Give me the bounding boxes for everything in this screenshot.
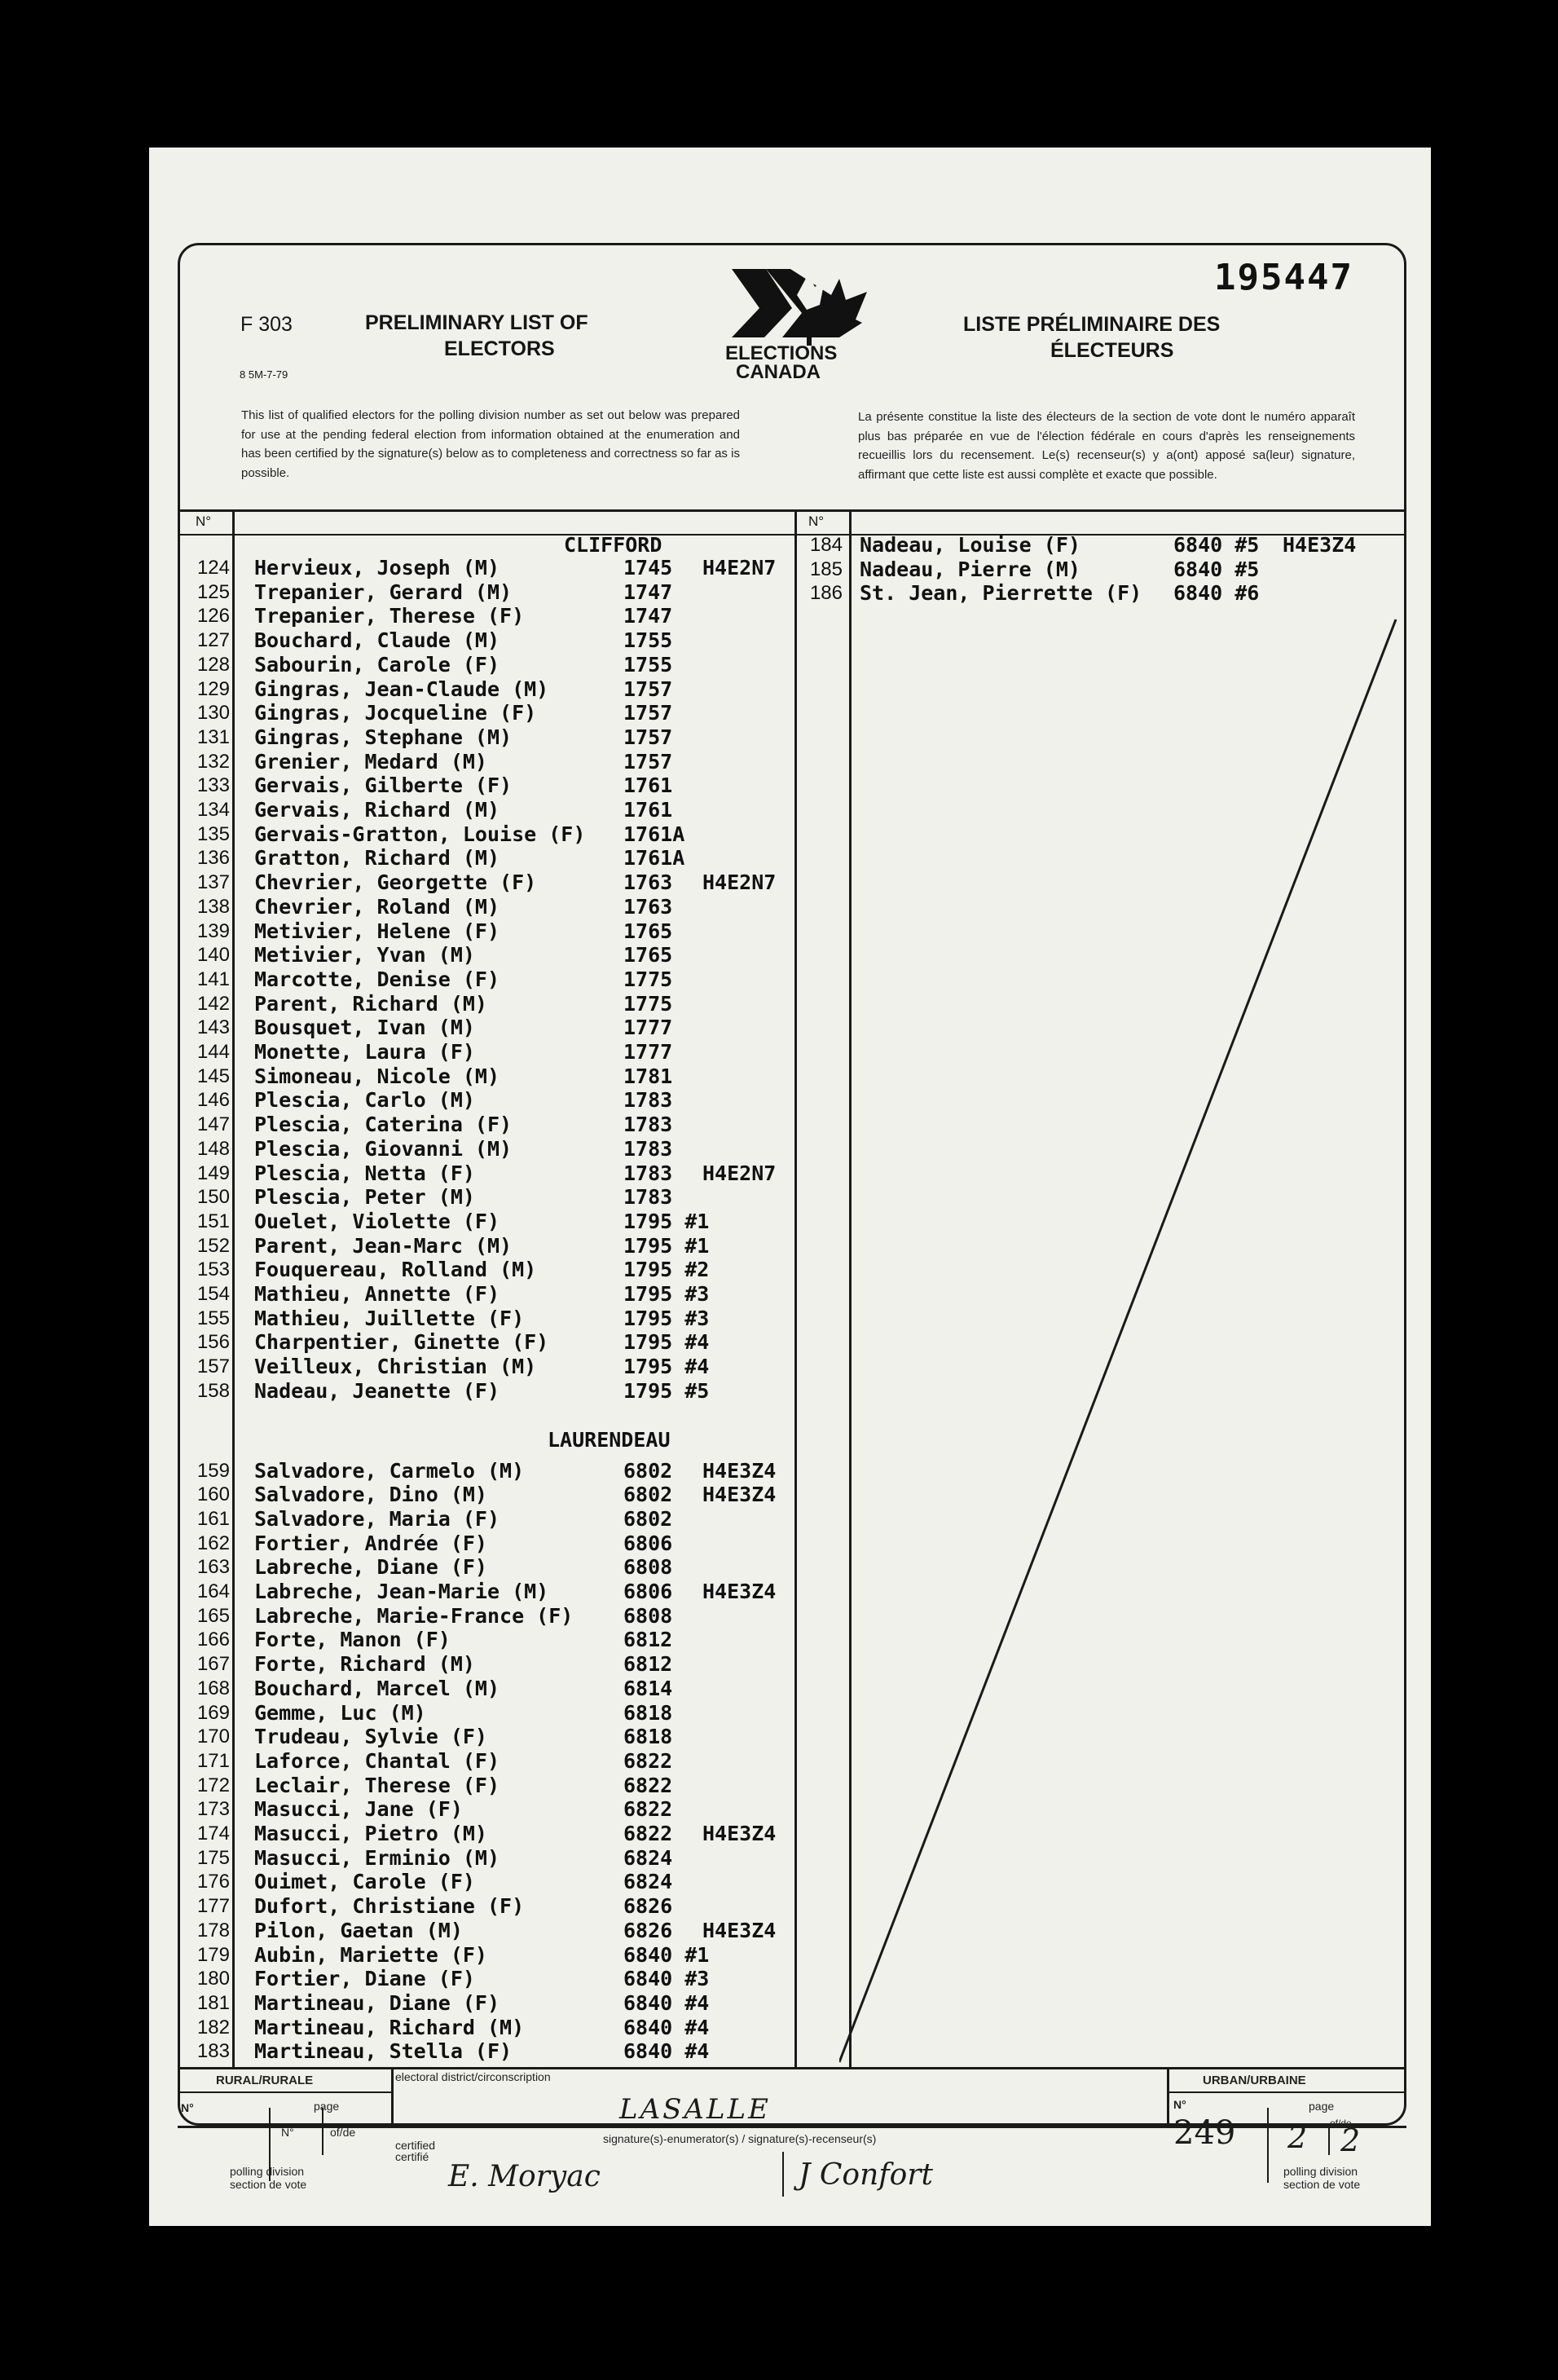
elector-name: Ouelet, Violette (F) bbox=[254, 1209, 500, 1233]
elector-number: 142 bbox=[196, 992, 230, 1015]
elector-name: Chevrier, Georgette (F) bbox=[254, 870, 537, 895]
elector-name: Parent, Jean-Marc (M) bbox=[254, 1233, 513, 1258]
elector-number: 184 bbox=[809, 534, 843, 556]
col-no-label-left: N° bbox=[196, 513, 212, 529]
elector-name: Trudeau, Sylvie (F) bbox=[254, 1725, 487, 1749]
elector-address: 1795 #1 bbox=[623, 1209, 710, 1233]
elector-address: 1777 bbox=[623, 1016, 673, 1040]
elector-number: 166 bbox=[196, 1629, 230, 1651]
elector-address: 1795 #2 bbox=[623, 1258, 710, 1282]
elector-name: Charpentier, Ginette (F) bbox=[254, 1330, 549, 1355]
elector-address: 1795 #3 bbox=[623, 1306, 710, 1330]
elector-name: Plescia, Carlo (M) bbox=[254, 1088, 475, 1113]
table-top-rule bbox=[178, 509, 1406, 512]
elector-address: 6840 #4 bbox=[623, 2039, 710, 2064]
elector-address: 6822 bbox=[623, 1773, 673, 1797]
elector-name: Fortier, Andrée (F) bbox=[254, 1531, 487, 1555]
elector-name: Martineau, Richard (M) bbox=[254, 2015, 525, 2039]
elector-name: Mathieu, Juillette (F) bbox=[254, 1306, 525, 1330]
elector-address: 6814 bbox=[623, 1676, 673, 1700]
elector-name: Salvadore, Maria (F) bbox=[254, 1506, 500, 1531]
elector-address: 1777 bbox=[623, 1040, 673, 1064]
elector-name: Chevrier, Roland (M) bbox=[254, 894, 500, 919]
elector-name: Gemme, Luc (M) bbox=[254, 1700, 426, 1725]
elector-address: 1775 bbox=[623, 967, 673, 991]
elector-postal-code: H4E3Z4 bbox=[702, 1458, 777, 1483]
elector-postal-code: H4E3Z4 bbox=[702, 1822, 777, 1845]
left-number-column-divider bbox=[232, 510, 235, 2067]
elector-name: Simoneau, Nicole (M) bbox=[254, 1064, 500, 1088]
elector-name: Masucci, Pietro (M) bbox=[254, 1822, 487, 1845]
elector-name: Hervieux, Joseph (M) bbox=[254, 556, 500, 580]
elector-number: 157 bbox=[196, 1355, 230, 1378]
elector-name: Gervais, Richard (M) bbox=[254, 798, 500, 822]
page-number: 2 bbox=[1287, 2119, 1308, 2155]
electoral-district-label: electoral district/circonscription bbox=[395, 2070, 551, 2083]
elector-number: 149 bbox=[196, 1161, 230, 1184]
elector-number: 155 bbox=[196, 1307, 230, 1329]
title-fr-2: ÉLECTEURS bbox=[1050, 339, 1174, 362]
elector-number: 186 bbox=[809, 582, 843, 605]
elector-name: Veilleux, Christian (M) bbox=[254, 1355, 537, 1379]
title-en-1: PRELIMINARY LIST OF bbox=[365, 311, 588, 334]
elector-name: Fortier, Diane (F) bbox=[254, 1967, 475, 1991]
signature-enumerator-2: J Confort bbox=[799, 2158, 933, 2192]
urban-no-label: N° bbox=[1173, 2098, 1186, 2111]
elector-number: 140 bbox=[196, 944, 230, 967]
elector-address: 6840 #1 bbox=[623, 1942, 710, 1967]
polling-division-number: 249 bbox=[1173, 2114, 1236, 2152]
elector-address: 6826 bbox=[623, 1918, 673, 1942]
elector-name: Martineau, Stella (F) bbox=[254, 2039, 513, 2064]
elector-number: 183 bbox=[196, 2040, 230, 2063]
elector-number: 134 bbox=[196, 799, 230, 821]
elector-name: Plescia, Netta (F) bbox=[254, 1161, 475, 1185]
elector-number: 129 bbox=[196, 677, 230, 700]
elector-number: 160 bbox=[196, 1483, 230, 1506]
elector-address: 1757 bbox=[623, 677, 673, 701]
rural-page-no-label: N° bbox=[281, 2126, 294, 2139]
elector-address: 1761 bbox=[623, 798, 673, 822]
footer-signature-divider bbox=[782, 2152, 784, 2197]
elector-address: 6840 #6 bbox=[1173, 581, 1260, 606]
title-fr-1: LISTE PRÉLIMINAIRE DES bbox=[963, 313, 1221, 336]
intro-text-en: This list of qualified electors for the polling division number as set out below was prepared for use at the pending federal election from information obtained at the enumeration and has been certified by the signature(s) below as to completeness and correctness so far as is possible. bbox=[241, 408, 740, 480]
elector-postal-code: H4E3Z4 bbox=[1283, 533, 1357, 557]
polling-division-right-fr: section de vote bbox=[1283, 2178, 1361, 2191]
elector-number: 177 bbox=[196, 1895, 230, 1918]
elector-number: 135 bbox=[196, 822, 230, 845]
elector-number: 143 bbox=[196, 1016, 230, 1039]
elector-address: 1783 bbox=[623, 1136, 673, 1161]
elector-number: 145 bbox=[196, 1064, 230, 1087]
footer-page-col-rule-2 bbox=[322, 2108, 323, 2155]
elector-name: Labreche, Jean-Marie (M) bbox=[254, 1580, 549, 1603]
elector-name: Bouchard, Claude (M) bbox=[254, 628, 500, 653]
signature-label: signature(s)-enumerator(s) / signature(s)-recenseur(s) bbox=[603, 2132, 877, 2145]
elector-postal-code: H4E2N7 bbox=[702, 1161, 777, 1185]
elector-name: Gratton, Richard (M) bbox=[254, 846, 500, 870]
elector-name: Salvadore, Dino (M) bbox=[254, 1483, 487, 1507]
elector-number: 164 bbox=[196, 1580, 230, 1602]
rural-label: RURAL/RURALE bbox=[216, 2074, 314, 2087]
elector-name: Plescia, Caterina (F) bbox=[254, 1113, 513, 1137]
elector-number: 180 bbox=[196, 1968, 230, 1990]
elector-number: 124 bbox=[196, 557, 230, 579]
urban-page-label: page bbox=[1309, 2100, 1335, 2113]
elector-number: 167 bbox=[196, 1653, 230, 1676]
elector-address: 6812 bbox=[623, 1628, 673, 1652]
elector-name: Plescia, Peter (M) bbox=[254, 1185, 475, 1210]
elector-address: 6822 bbox=[623, 1822, 673, 1845]
elector-number: 154 bbox=[196, 1283, 230, 1305]
elector-address: 1761A bbox=[623, 846, 685, 870]
elector-name: Bousquet, Ivan (M) bbox=[254, 1016, 475, 1040]
elector-number: 181 bbox=[196, 1991, 230, 2014]
elector-number: 128 bbox=[196, 653, 230, 676]
elector-name: Salvadore, Carmelo (M) bbox=[254, 1458, 525, 1483]
elector-address: 6840 #3 bbox=[623, 1967, 710, 1991]
elector-address: 1763 bbox=[623, 870, 673, 895]
footer-urban-page-col-rule bbox=[1267, 2108, 1269, 2183]
elector-name: Gingras, Jean-Claude (M) bbox=[254, 677, 549, 701]
elector-postal-code: H4E2N7 bbox=[702, 556, 777, 580]
elector-number: 178 bbox=[196, 1919, 230, 1941]
elector-name: Gervais-Gratton, Louise (F) bbox=[254, 822, 586, 846]
elector-name: Gingras, Jocqueline (F) bbox=[254, 701, 537, 725]
elector-address: 1745 bbox=[623, 556, 673, 580]
elector-number: 137 bbox=[196, 871, 230, 894]
elector-number: 133 bbox=[196, 774, 230, 797]
elector-name: Trepanier, Therese (F) bbox=[254, 604, 525, 628]
elector-name: Aubin, Mariette (F) bbox=[254, 1942, 487, 1967]
col-no-label-right: N° bbox=[808, 513, 825, 529]
elector-address: 6812 bbox=[623, 1652, 673, 1677]
elector-address: 6822 bbox=[623, 1797, 673, 1822]
elector-number: 182 bbox=[196, 2016, 230, 2038]
elector-number: 150 bbox=[196, 1186, 230, 1209]
elector-name: Labreche, Diane (F) bbox=[254, 1555, 487, 1580]
elector-number: 132 bbox=[196, 750, 230, 773]
elector-number: 131 bbox=[196, 725, 230, 748]
elector-address: 1763 bbox=[623, 894, 673, 919]
elector-number: 148 bbox=[196, 1137, 230, 1160]
elector-address: 6840 #4 bbox=[623, 1990, 710, 2015]
elector-number: 168 bbox=[196, 1677, 230, 1699]
elector-name: Plescia, Giovanni (M) bbox=[254, 1136, 513, 1161]
elector-address: 1755 bbox=[623, 628, 673, 653]
elector-address: 1795 #4 bbox=[623, 1330, 710, 1355]
elector-name: Grenier, Medard (M) bbox=[254, 749, 487, 774]
elector-address: 6802 bbox=[623, 1458, 673, 1483]
elector-address: 6826 bbox=[623, 1894, 673, 1919]
elector-address: 6818 bbox=[623, 1700, 673, 1725]
elector-address: 1781 bbox=[623, 1064, 673, 1088]
elector-number: 136 bbox=[196, 847, 230, 870]
elector-address: 1783 bbox=[623, 1185, 673, 1210]
elector-address: 1757 bbox=[623, 749, 673, 774]
elector-address: 1795 #1 bbox=[623, 1233, 710, 1258]
elector-address: 6802 bbox=[623, 1483, 673, 1507]
elector-address: 6818 bbox=[623, 1725, 673, 1749]
elector-postal-code: H4E3Z4 bbox=[702, 1918, 777, 1942]
rural-page-label: page bbox=[314, 2100, 340, 2113]
elector-number: 141 bbox=[196, 967, 230, 990]
elector-number: 172 bbox=[196, 1774, 230, 1796]
elector-address: 6840 #5 bbox=[1173, 533, 1260, 557]
title-en-2: ELECTORS bbox=[444, 337, 555, 360]
elector-number: 173 bbox=[196, 1798, 230, 1821]
serial-number: 195447 bbox=[1214, 257, 1353, 298]
elector-number: 176 bbox=[196, 1871, 230, 1893]
elector-address: 1747 bbox=[623, 580, 673, 604]
elector-address: 1765 bbox=[623, 943, 673, 967]
elector-number: 165 bbox=[196, 1604, 230, 1627]
footer-urban-header-rule bbox=[1167, 2091, 1406, 2093]
elector-number: 159 bbox=[196, 1459, 230, 1482]
elector-number: 151 bbox=[196, 1210, 230, 1232]
elector-number: 130 bbox=[196, 702, 230, 725]
elector-number: 125 bbox=[196, 580, 230, 603]
elector-number: 162 bbox=[196, 1532, 230, 1554]
polling-division-left-en: polling division bbox=[230, 2165, 305, 2178]
blank-space-cancel-line bbox=[839, 603, 1410, 2070]
elector-address: 1755 bbox=[623, 652, 673, 677]
elector-address: 6840 #4 bbox=[623, 2015, 710, 2039]
elector-name: Gervais, Gilberte (F) bbox=[254, 774, 513, 798]
elector-number: 126 bbox=[196, 605, 230, 628]
elector-address: 1795 #5 bbox=[623, 1378, 710, 1403]
footer-rural-divider bbox=[391, 2067, 394, 2127]
elector-name: Pilon, Gaetan (M) bbox=[254, 1918, 463, 1942]
electoral-district-value: LASALLE bbox=[619, 2093, 771, 2126]
elector-number: 171 bbox=[196, 1749, 230, 1772]
logo-text-1: ELECTIONS bbox=[725, 342, 838, 364]
elector-name: Leclair, Therese (F) bbox=[254, 1773, 500, 1797]
elector-number: 174 bbox=[196, 1822, 230, 1844]
elector-name: Trepanier, Gerard (M) bbox=[254, 580, 513, 604]
urban-label: URBAN/URBAINE bbox=[1203, 2074, 1306, 2087]
elector-name: Bouchard, Marcel (M) bbox=[254, 1676, 500, 1700]
elector-name: Labreche, Marie-France (F) bbox=[254, 1603, 574, 1628]
polling-division-right-en: polling division bbox=[1283, 2165, 1358, 2178]
elector-name: Laforce, Chantal (F) bbox=[254, 1748, 500, 1773]
elector-name: Mathieu, Annette (F) bbox=[254, 1282, 500, 1306]
elector-number: 138 bbox=[196, 895, 230, 918]
urban-of-de-label: of/de bbox=[1330, 2118, 1352, 2129]
intro-text-fr: La présente constitue la liste des électeurs de la section de vote dont le numéro apparaît plus bas préparée en vue de l'élection fédérale en cours d'après les renseignements recueillis lors du recensement. Le(s) recenseur(s) y a(ont) apposé sa(leur) signature, affirmant que cette liste est aussi complète et exacte que possible. bbox=[858, 410, 1355, 482]
elector-address: 6802 bbox=[623, 1506, 673, 1531]
center-column-divider-a bbox=[794, 510, 797, 2067]
signature-enumerator-1: E. Moryac bbox=[448, 2160, 601, 2193]
elector-name: Masucci, Erminio (M) bbox=[254, 1845, 500, 1870]
elector-name: Monette, Laura (F) bbox=[254, 1040, 475, 1064]
elector-name: Metivier, Helene (F) bbox=[254, 919, 500, 943]
elector-address: 1761 bbox=[623, 774, 673, 798]
elector-address: 6824 bbox=[623, 1870, 673, 1894]
elector-name: Nadeau, Jeanette (F) bbox=[254, 1378, 500, 1403]
elector-address: 1765 bbox=[623, 919, 673, 943]
elector-name: Sabourin, Carole (F) bbox=[254, 652, 500, 677]
elector-name: Forte, Manon (F) bbox=[254, 1628, 451, 1652]
elector-name: Martineau, Diane (F) bbox=[254, 1990, 500, 2015]
elector-postal-code: H4E3Z4 bbox=[702, 1580, 777, 1603]
elector-number: 146 bbox=[196, 1089, 230, 1112]
elector-number: 139 bbox=[196, 919, 230, 942]
elector-name: Metivier, Yvan (M) bbox=[254, 943, 475, 967]
elector-address: 1775 bbox=[623, 991, 673, 1016]
elector-number: 158 bbox=[196, 1379, 230, 1402]
elector-name: Nadeau, Pierre (M) bbox=[860, 557, 1080, 581]
elector-name: Ouimet, Carole (F) bbox=[254, 1870, 475, 1894]
elector-number: 169 bbox=[196, 1701, 230, 1724]
elector-address: 1795 #4 bbox=[623, 1355, 710, 1379]
elector-number: 153 bbox=[196, 1258, 230, 1281]
elector-address: 1757 bbox=[623, 701, 673, 725]
elector-number: 127 bbox=[196, 629, 230, 652]
elector-address: 6808 bbox=[623, 1555, 673, 1580]
elector-name: Forte, Richard (M) bbox=[254, 1652, 475, 1677]
elector-address: 6806 bbox=[623, 1580, 673, 1603]
elector-name: Parent, Richard (M) bbox=[254, 991, 487, 1016]
elector-address: 6824 bbox=[623, 1845, 673, 1870]
elector-address: 6808 bbox=[623, 1603, 673, 1628]
footer-rural-header-rule bbox=[178, 2091, 391, 2093]
elector-name: Marcotte, Denise (F) bbox=[254, 967, 500, 991]
elector-name: Dufort, Christiane (F) bbox=[254, 1894, 525, 1919]
logo-text-2: CANADA bbox=[736, 361, 821, 383]
polling-division-left-fr: section de vote bbox=[230, 2178, 307, 2191]
elector-number: 152 bbox=[196, 1234, 230, 1257]
elector-number: 179 bbox=[196, 1943, 230, 1966]
elector-address: 1795 #3 bbox=[623, 1282, 710, 1306]
elector-address: 6822 bbox=[623, 1748, 673, 1773]
footer-urban-divider bbox=[1167, 2067, 1169, 2127]
elector-address: 1783 bbox=[623, 1113, 673, 1137]
elector-address: 1783 bbox=[623, 1161, 673, 1185]
elector-name: St. Jean, Pierrette (F) bbox=[860, 581, 1142, 606]
page-total: 2 bbox=[1340, 2122, 1361, 2158]
elector-address: 6806 bbox=[623, 1531, 673, 1555]
footer-top-rule bbox=[178, 2067, 1406, 2069]
elector-address: 1761A bbox=[623, 822, 685, 846]
rural-of-de-label: of/de bbox=[330, 2126, 356, 2139]
rural-no-label: N° bbox=[181, 2101, 194, 2114]
elector-postal-code: H4E3Z4 bbox=[702, 1483, 777, 1507]
elector-address: 1757 bbox=[623, 725, 673, 749]
elector-number: 175 bbox=[196, 1846, 230, 1869]
section-laurendeau: LAURENDEAU bbox=[548, 1428, 671, 1452]
elector-address: 1783 bbox=[623, 1088, 673, 1113]
elector-number: 161 bbox=[196, 1507, 230, 1530]
elector-postal-code: H4E2N7 bbox=[702, 870, 777, 895]
elector-address: 1747 bbox=[623, 604, 673, 628]
elector-address: 6840 #5 bbox=[1173, 557, 1260, 581]
elector-name: Masucci, Jane (F) bbox=[254, 1797, 463, 1822]
form-number: F 303 bbox=[240, 313, 293, 336]
elector-number: 147 bbox=[196, 1113, 230, 1136]
elector-name: Gingras, Stephane (M) bbox=[254, 725, 513, 749]
form-code: 8 5M-7-79 bbox=[240, 368, 288, 381]
certified-label-fr: certifié bbox=[395, 2150, 429, 2163]
elector-number: 170 bbox=[196, 1726, 230, 1748]
footer-urban-of-col-rule bbox=[1328, 2126, 1330, 2155]
elector-number: 163 bbox=[196, 1556, 230, 1579]
section-clifford: CLIFFORD bbox=[564, 533, 662, 557]
certified-label-en: certified bbox=[395, 2139, 436, 2152]
elector-name: Fouquereau, Rolland (M) bbox=[254, 1258, 537, 1282]
elector-number: 156 bbox=[196, 1331, 230, 1354]
elector-number: 185 bbox=[809, 558, 843, 580]
elector-name: Nadeau, Louise (F) bbox=[860, 533, 1080, 557]
elector-number: 144 bbox=[196, 1041, 230, 1063]
